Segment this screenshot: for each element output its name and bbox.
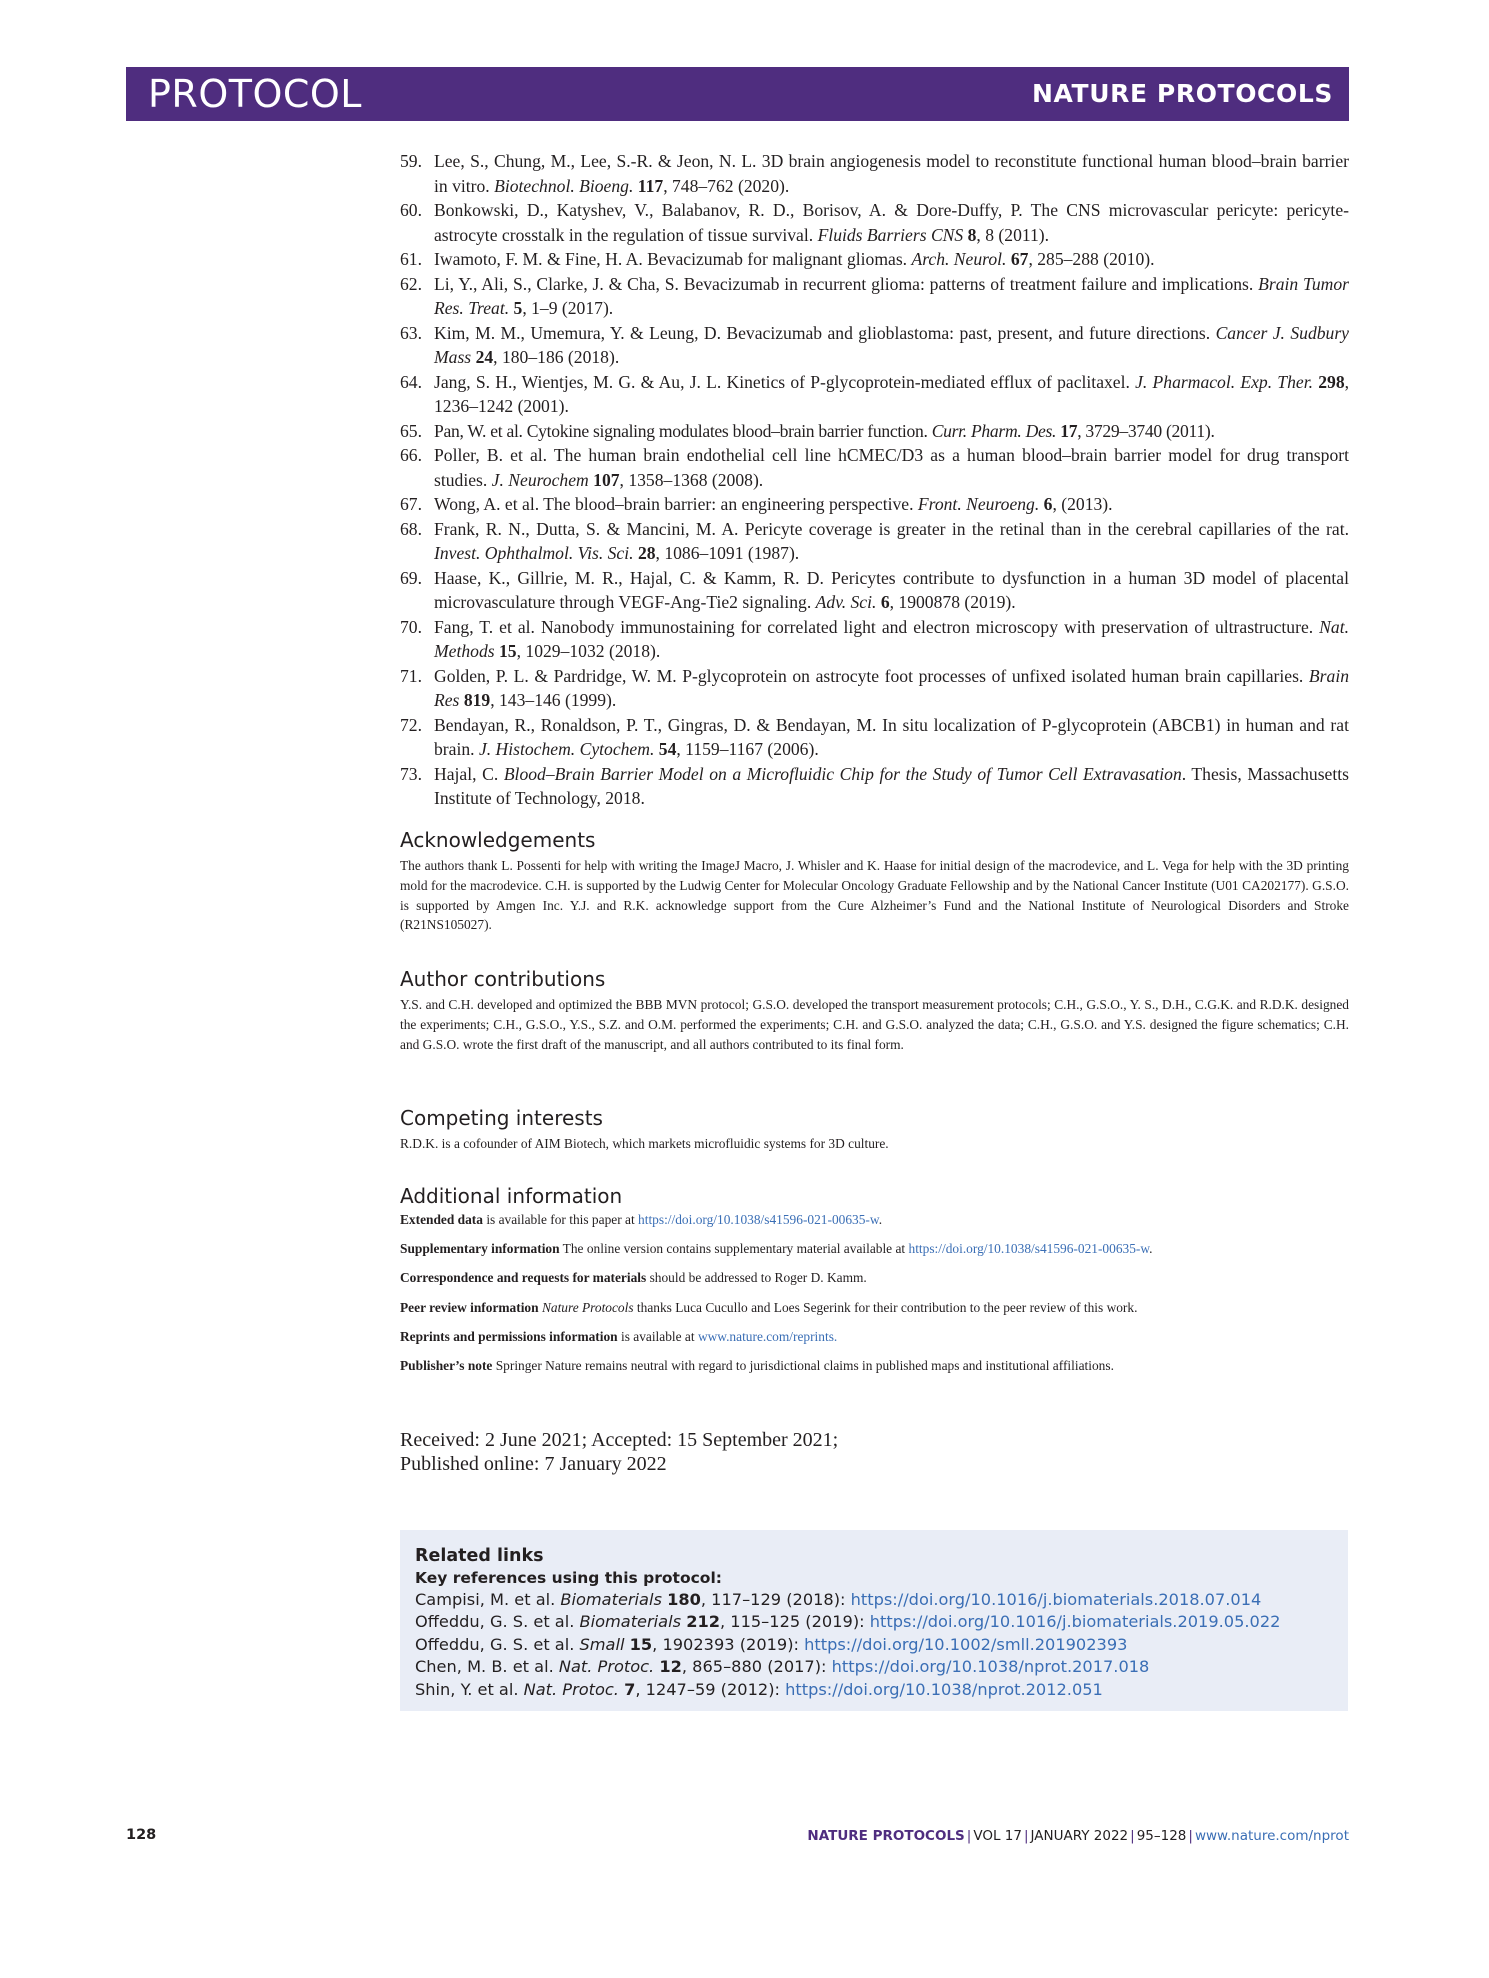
reference-volume: 28 [637,543,656,563]
related-link-item [415,1611,1348,1633]
reference-segment: , 1900878 (2019). [889,592,1016,612]
reference-number: 71. [400,665,422,686]
reference-segment: Haase, K., Gillrie, M. R., Hajal, C. & Kamm, R. D. Pericytes contribute to dysfunction in a human 3D model of placental microvasculature through VEGF-Ang-Tie2 signaling. [434,567,1354,612]
author-contributions-text: Y.S. and C.H. developed and optimized the BBB MVN protocol; G.S.O. developed the transport measurement protocols; C.H., G.S.O., Y. S., D.H., C.G.K. and R.D.K. designed the experiments; C.H., G.S.O., Y.S., S.Z. and O.M. performed the experiments; C.H. and G.S.O. analyzed the data; C.H., G.S.O. and Y.S. designed the figure schematics; C.H. and G.S.O. wrote the first draft of the manuscript, and all authors contributed to its final form. [400,997,1349,1052]
acknowledgements-text: The authors thank L. Possenti for help with writing the ImageJ Macro, J. Whisler and K. Haase for initial design of the macrodevice, and L. Vega for help with the 3D printing mold for the macrodevice. C.H. is supported by the Ludwig Center for Molecular Oncology Graduate Fellowship and by the National Cancer Institute (U01 CA202177). G.S.O. is supported by Amgen Inc. Y.J. and R.K. acknowledge support from the Cure Alzheimer’s Fund and the National Institute of Neurological Disorders and Stroke (R21NS105027). [400,858,1349,933]
peer-review-line: Peer review information Nature Protocols thanks Luca Cucullo and Loes Segerink for their contribution to the peer review of this work. [400,1299,1138,1315]
reference-volume: 8 [967,224,977,245]
reference-segment: Golden, P. L. & Pardridge, W. M. P-glycoprotein on astrocyte foot processes of unfixed isolated human brain capillaries. [434,665,1309,686]
acknowledgements-section [400,828,1349,935]
footer-volume: VOL 17 [973,1828,1022,1844]
reference-segment: Pan, W. et al. Cytokine signaling modulates blood–brain barrier function. [434,420,932,441]
reference-journal: Brain Res [434,665,1354,710]
reference-segment: , 1236–1242 (2001). [434,371,1354,416]
reference-segment: , 3729–3740 (2011). [1077,420,1215,441]
related-links-subtitle: Key references using this protocol: [415,1569,722,1587]
reference-number: 64. [400,371,422,392]
related-link-journal: Nat. Protoc. [523,1679,619,1699]
reference-item [400,762,1354,811]
related-link-pages: , 115–125 (2019): [719,1612,870,1632]
related-link-url[interactable]: https://doi.org/10.1002/smll.201902393 [804,1634,1128,1654]
reference-segment: Wong, A. et al. The blood–brain barrier: an engineering perspective. [434,494,918,514]
reference-segment: , 1029–1032 (2018). [516,641,661,661]
reference-volume: 107 [593,469,620,490]
reference-volume: 15 [499,641,517,661]
reference-segment: Lee, S., Chung, M., Lee, S.-R. & Jeon, N. L. 3D brain angiogenesis model to reconstitute functional human blood–brain barrier in vitro. [434,151,1354,196]
related-link-pages: , 1902393 (2019): [652,1634,805,1654]
reference-segment: , 143–146 (1999). [490,690,617,710]
related-link-journal: Biomaterials [560,1590,662,1609]
reference-item [400,713,1354,762]
reference-item [400,492,1349,517]
reference-segment: Li, Y., Ali, S., Clarke, J. & Cha, S. Bevacizumab in recurrent glioma: patterns of treatment failure and implications. [434,273,1259,294]
reference-segment: Jang, S. H., Wientjes, M. G. & Au, J. L. Kinetics of P-glycoprotein-mediated efflux of paclitaxel. [434,371,1136,392]
reference-number: 61. [400,249,422,269]
reference-number: 60. [400,200,422,220]
reference-journal: Cancer J. Sudbury Mass [434,322,1354,367]
related-link-url[interactable]: https://doi.org/10.1038/nprot.2017.018 [831,1657,1150,1677]
author-contributions-section [400,967,1349,1054]
additional-information-section [400,1184,1349,1385]
supplementary-line: Supplementary information The online version contains supplementary material available at https://doi.org/10.1038/s41596-021-00635-w. [400,1241,1153,1257]
reference-segment: , 285–288 (2010). [1028,249,1155,269]
footer-date: JANUARY 2022 [1030,1828,1129,1844]
reference-number: 65. [400,420,422,441]
reference-segment: Poller, B. et al. The human brain endothelial cell line hCMEC/D3 as a human blood–brain barrier model for drug transport studies. [434,445,1354,490]
footer-citation: NATURE PROTOCOLS | VOL 17 | JANUARY 2022 | 95–128 | www.nature.com/nprot [807,1828,1349,1844]
reference-text [434,443,1354,492]
supplementary-link[interactable]: https://doi.org/10.1038/s41596-021-00635-w [908,1241,1150,1257]
related-link-authors: Campisi, M. et al. [415,1590,561,1609]
related-link-item [415,1589,1348,1611]
related-link-url[interactable]: https://doi.org/10.1016/j.biomaterials.2019.05.022 [869,1612,1281,1632]
reference-number: 59. [400,151,422,171]
reference-journal: Front. Neuroeng. [917,494,1040,514]
reference-item [400,443,1354,492]
related-links-title: Related links [415,1546,544,1566]
reference-text [434,149,1354,198]
reference-number: 70. [400,616,422,637]
reference-volume: 298 [1318,371,1345,392]
reference-number: 63. [400,322,422,343]
reference-list [400,149,1354,811]
reference-text [434,566,1354,615]
reference-number: 72. [400,714,422,735]
related-link-pages: , 117–129 (2018): [700,1590,851,1609]
reference-journal: Biotechnol. Bioeng. [494,175,634,196]
reference-item [400,272,1354,321]
competing-interests-heading: Competing interests [400,1106,603,1130]
reference-journal: J. Histochem. Cytochem. [478,739,655,759]
reference-number: 73. [400,763,422,784]
related-link-pages: , 865–880 (2017): [681,1657,832,1677]
related-link-volume: 180 [667,1590,701,1609]
reference-item [400,247,1349,272]
footer-url[interactable]: www.nature.com/nprot [1194,1828,1349,1844]
reference-volume: 819 [463,690,491,710]
related-link-volume: 15 [629,1634,653,1654]
footer-journal: NATURE PROTOCOLS [807,1828,965,1844]
reference-volume: 6 [880,592,890,612]
reference-volume: 17 [1060,420,1078,441]
reference-text [434,321,1354,370]
footer-pages: 95–128 [1136,1828,1187,1844]
journal-name: NATURE PROTOCOLS [1032,79,1333,108]
reference-segment: Bonkowski, D., Katyshev, V., Balabanov, R. D., Borisov, A. & Dore-Duffy, P. The CNS microvascular pericyte: pericyte-astrocyte crosstalk in the regulation of tissue survival. [434,200,1349,245]
related-link-volume: 7 [624,1679,636,1699]
reference-volume: 24 [475,347,494,367]
page-number: 128 [126,1827,157,1843]
reference-journal: Blood–Brain Barrier Model on a Microfluidic Chip for the Study of Tumor Cell Extravasation [503,763,1182,784]
related-link-authors: Shin, Y. et al. [415,1679,524,1699]
reference-journal: Invest. Ophthalmol. Vis. Sci. [434,543,634,563]
reference-item [400,321,1354,370]
reference-number: 67. [400,494,422,514]
header-banner [126,67,1349,121]
reference-item [400,370,1354,419]
reference-volume: 6 [1043,494,1053,514]
reference-volume: 54 [658,739,677,759]
reference-segment: Bendayan, R., Ronaldson, P. T., Gingras, D. & Bendayan, M. In situ localization of P-glycoprotein (ABCB1) in human and rat brain. [434,714,1354,759]
related-link-authors: Offeddu, G. S. et al. [415,1634,580,1654]
author-contributions-heading: Author contributions [400,967,606,991]
related-link-journal: Biomaterials [579,1612,682,1632]
reference-text [434,664,1354,713]
reference-journal: Nat. Methods [434,616,1354,661]
reference-item [400,664,1354,713]
related-link-url[interactable]: https://doi.org/10.1038/nprot.2012.051 [785,1679,1103,1699]
reference-text [434,247,1349,272]
additional-information-heading: Additional information [400,1184,623,1208]
reference-number: 69. [400,567,422,588]
competing-interests-text: R.D.K. is a cofounder of AIM Biotech, which markets microfluidic systems for 3D culture. [400,1136,889,1151]
related-link-url[interactable]: https://doi.org/10.1016/j.biomaterials.2018.07.014 [850,1590,1262,1609]
reference-segment: , (2013). [1052,494,1113,514]
reference-text [434,198,1349,247]
reference-item [400,419,1349,444]
reference-segment: . Thesis, Massachusetts Institute of Technology, 2018. [434,763,1354,808]
reference-journal: J. Pharmacol. Exp. Ther. [1135,371,1313,392]
reference-volume: 67 [1010,249,1029,269]
reference-journal: Curr. Pharm. Des. [931,420,1057,441]
reference-number: 68. [400,518,422,539]
reference-segment: Hajal, C. [434,763,504,784]
reference-journal: Brain Tumor Res. Treat. [434,273,1354,318]
reference-item [400,517,1354,566]
related-link-authors: Chen, M. B. et al. [415,1657,559,1677]
reference-segment: , 1086–1091 (1987). [655,543,800,563]
extended-data-line: Extended data is available for this paper at https://doi.org/10.1038/s41596-021-00635-w. [400,1212,883,1227]
reference-journal: Fluids Barriers CNS [817,224,964,245]
related-link-journal: Nat. Protoc. [558,1657,655,1677]
reference-segment: , 180–186 (2018). [493,347,620,367]
related-link-journal: Small [579,1634,625,1654]
reference-segment: , 1159–1167 (2006). [676,739,819,759]
reference-item [400,149,1354,198]
reference-text [434,419,1349,444]
reference-journal: Adv. Sci. [815,592,877,612]
reference-number: 66. [400,445,422,465]
reference-text [434,762,1354,811]
reference-segment: Iwamoto, F. M. & Fine, H. A. Bevacizumab for malignant gliomas. [434,249,912,269]
reference-item [400,198,1349,247]
reference-text [434,713,1354,762]
correspondence-line: Correspondence and requests for materials should be addressed to Roger D. Kamm. [400,1270,867,1286]
reference-journal: Arch. Neurol. [911,249,1007,269]
reference-segment: , 8 (2011). [976,224,1050,245]
reprints-line: Reprints and permissions information is available at www.nature.com/reprints. [400,1328,838,1344]
related-link-item [415,1679,1348,1701]
related-links-list [415,1589,1348,1701]
related-link-authors: Offeddu, G. S. et al. [415,1612,580,1632]
related-links-box [400,1530,1348,1711]
reference-number: 62. [400,273,422,294]
related-link-item [415,1634,1348,1656]
reference-text [434,370,1354,419]
related-link-pages: , 1247–59 (2012): [635,1679,786,1699]
reference-text [434,272,1354,321]
publication-dates [400,1428,838,1476]
reference-text [434,517,1354,566]
reference-volume: 5 [513,298,523,318]
reference-segment: , 748–762 (2020). [663,175,790,196]
reference-volume: 117 [637,175,664,196]
extended-data-link[interactable]: https://doi.org/10.1038/s41596-021-00635-w [638,1212,879,1227]
reference-item [400,615,1354,664]
published-online-date: Published online: 7 January 2022 [400,1453,667,1475]
related-link-volume: 12 [659,1657,682,1677]
reference-item [400,566,1354,615]
related-link-volume: 212 [686,1612,720,1632]
reference-segment: Fang, T. et al. Nanobody immunostaining for correlated light and electron microscopy with preservation of ultrastructure. [434,616,1320,637]
reference-segment: Frank, R. N., Dutta, S. & Mancini, M. A. Pericyte coverage is greater in the retinal than in the cerebral capillaries of the rat. [434,518,1354,539]
reference-journal: J. Neurochem [491,469,589,490]
reference-text [434,615,1354,664]
related-link-item [415,1656,1348,1678]
reprints-link[interactable]: www.nature.com/reprints. [697,1328,838,1344]
received-accepted-date: Received: 2 June 2021; Accepted: 15 September 2021; [400,1429,839,1451]
reference-text [434,492,1349,517]
competing-interests-section [400,1106,1349,1154]
reference-segment: Kim, M. M., Umemura, Y. & Leung, D. Bevacizumab and glioblastoma: past, present, and future directions. [434,322,1216,343]
reference-segment: , 1358–1368 (2008). [619,469,764,490]
section-label: PROTOCOL [148,72,362,116]
publisher-note-line: Publisher’s note Springer Nature remains neutral with regard to jurisdictional claims in published maps and institutional affiliations. [400,1357,1114,1373]
acknowledgements-heading: Acknowledgements [400,828,596,852]
reference-segment: , 1–9 (2017). [522,298,614,318]
